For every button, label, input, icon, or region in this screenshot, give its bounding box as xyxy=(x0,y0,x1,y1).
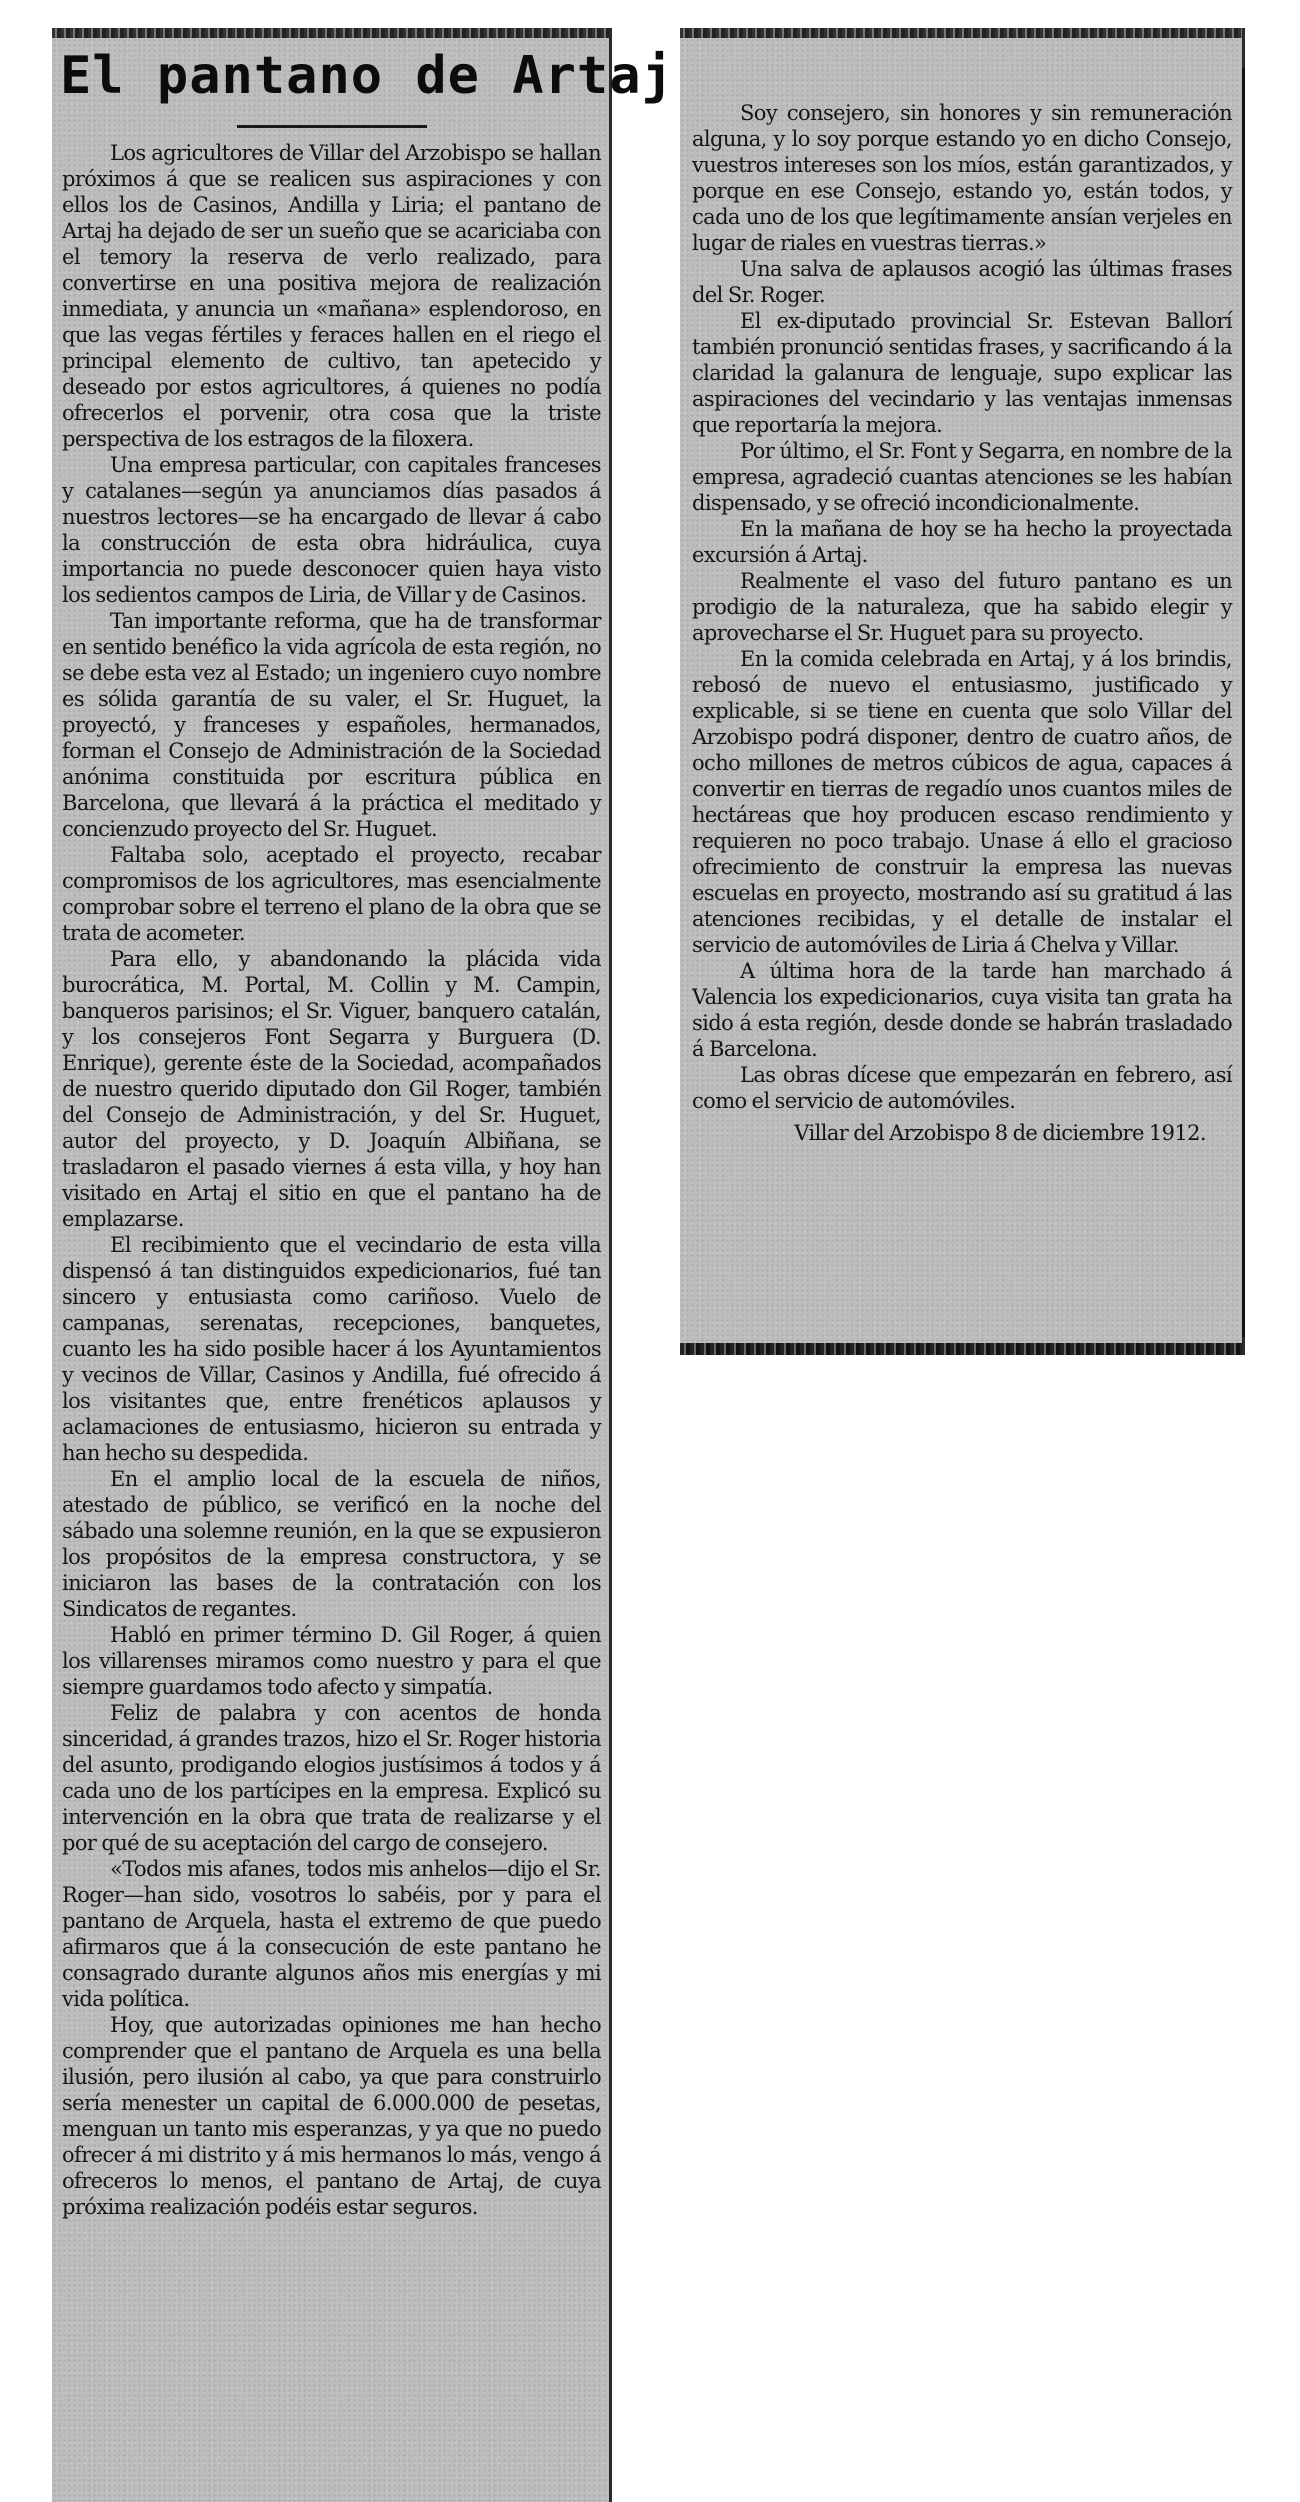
paragraph: Habló en primer término D. Gil Roger, á quien los villarenses miramos como nuestro y para el que siempre guardamos todo afecto y simpatía. xyxy=(62,1623,601,1699)
paragraph: Los agricultores de Villar del Arzobispo se hallan próximos á que se realicen sus aspiraciones y con ellos los de Casinos, Andilla y Liria; el pantano de Artaj ha dejado de ser un sueño que se acariciaba con el temory la reserva de verlo realizado, para convertirse en una positiva mejora de realización inmediata, y anuncia un «mañana» esplendoroso, en que las vegas fértiles y feraces hallen en el riego el principal elemento de cultivo, tan apetecido y deseado por estos agricultores, á quienes no podía ofrecerlos el porvenir, otra cosa que la triste perspectiva de los estragos de la filoxera. xyxy=(62,141,601,451)
paragraph: Las obras dícese que empezarán en febrero, así como el servicio de automóviles. xyxy=(692,1063,1232,1113)
article-column-2 xyxy=(680,28,1245,1355)
paragraph: El recibimiento que el vecindario de esta villa dispensó á tan distinguidos expedicionarios, fué tan sincero y entusiasta como cariñoso. Vuelo de campanas, serenatas, recepciones, banquetes, cuanto les ha sido posible hacer á los Ayuntamientos y vecinos de Villar, Casinos y Andilla, fué ofrecido á los visitantes que, entre frenéticos aplausos y aclamaciones de entusiasmo, hicieron su entrada y han hecho su despedida. xyxy=(62,1233,601,1465)
article-column-1 xyxy=(52,28,674,2502)
paragraph: Una empresa particular, con capitales franceses y catalanes—según ya anunciamos días pasados á nuestros lectores—se ha encargado de llevar á cabo la construcción de esta obra hidráulica, cuya importancia no puede desconocer quien haya visto los sedientos campos de Liria, de Villar y de Casinos. xyxy=(62,453,601,607)
bottom-rule xyxy=(680,1343,1242,1355)
paragraph: Por último, el Sr. Font y Segarra, en nombre de la empresa, agradeció cuantas atenciones se les habían dispensado, y se ofreció incondicionalmente. xyxy=(692,439,1232,515)
column-border xyxy=(1242,68,1245,1337)
paragraph: Tan importante reforma, que ha de transformar en sentido benéfico la vida agrícola de esta región, no se debe esta vez al Estado; un ingeniero cuyo nombre es sólida garantía de su valer, el Sr. Huguet, la proyectó, y franceses y españoles, hermanados, forman el Consejo de Administración de la Sociedad anónima constituida por escritura pública en Barcelona, que llevará á la práctica el meditado y concienzudo proyecto del Sr. Huguet. xyxy=(62,609,601,841)
paragraph: A última hora de la tarde han marchado á Valencia los expedicionarios, cuya visita tan grata ha sido á esta región, desde donde se habrán trasladado á Barcelona. xyxy=(692,959,1232,1061)
dateline-signature: Villar del Arzobispo 8 de diciembre 1912. xyxy=(794,1121,1206,1145)
top-rule xyxy=(52,28,609,38)
paragraph: En el amplio local de la escuela de niños, atestado de público, se verificó en la noche del sábado una solemne reunión, en la que se expusieron los propósitos de la empresa constructora, y se iniciaron las bases de la contratación con los Sindicatos de regantes. xyxy=(62,1467,601,1621)
top-rule xyxy=(680,28,1242,38)
column-2-text xyxy=(692,100,1232,1146)
paragraph: «Todos mis afanes, todos mis anhelos—dijo el Sr. Roger—han sido, vosotros lo sabéis, por y para el pantano de Arquela, hasta el extremo de que puedo afirmaros que á la consecución de este pantano he consagrado durante algunos años mis energías y mi vida política. xyxy=(62,1857,601,2011)
paragraph: Realmente el vaso del futuro pantano es un prodigio de la naturaleza, que ha sabido elegir y aprovecharse el Sr. Huguet para su proyecto. xyxy=(692,569,1232,645)
article-title: El pantano de Artaj xyxy=(60,46,674,106)
paragraph: Hoy, que autorizadas opiniones me han hecho comprender que el pantano de Arquela es una bella ilusión, pero ilusión al cabo, ya que para construirlo sería menester un capital de 6.000.000 de pesetas, menguan un tanto mis esperanzas, y ya que no puedo ofrecer á mi distrito y á mis hermanos lo más, vengo á ofreceros lo menos, el pantano de Artaj, de cuya próxima realización podéis estar seguros. xyxy=(62,2013,601,2219)
paragraph: Feliz de palabra y con acentos de honda sinceridad, á grandes trazos, hizo el Sr. Roger historia del asunto, prodigando elogios justísimos á todos y á cada uno de los partícipes en la empresa. Explicó su intervención en la obra que trata de realizarse y el por qué de su aceptación del cargo de consejero. xyxy=(62,1701,601,1855)
column-1-text xyxy=(62,140,601,2220)
paragraph: Faltaba solo, aceptado el proyecto, recabar compromisos de los agricultores, mas esencialmente comprobar sobre el terreno el plano de la obra que se trata de acometer. xyxy=(62,843,601,945)
paragraph: Para ello, y abandonando la plácida vida burocrática, M. Portal, M. Collin y M. Campin, banqueros parisinos; el Sr. Viguer, banquero catalán, y los consejeros Font Segarra y Burguera (D. Enrique), gerente éste de la Sociedad, acompañados de nuestro querido diputado don Gil Roger, también del Consejo de Administración, y del Sr. Huguet, autor del proyecto, y D. Joaquín Albiñana, se trasladaron el pasado viernes á esta villa, y hoy han visitado en Artaj el sitio en que el pantano ha de emplazarse. xyxy=(62,947,601,1231)
paragraph: En la mañana de hoy se ha hecho la proyectada excursión á Artaj. xyxy=(692,517,1232,567)
paragraph: El ex-diputado provincial Sr. Estevan Ballorí también pronunció sentidas frases, y sacrificando á la claridad la galanura de lenguaje, supo explicar las aspiraciones del vecindario y las ventajas inmensas que reportaría la mejora. xyxy=(692,309,1232,437)
paragraph: En la comida celebrada en Artaj, y á los brindis, rebosó de nuevo el entusiasmo, justificado y explicable, si se tiene en cuenta que solo Villar del Arzobispo podrá disponer, dentro de cuatro años, de ocho millones de metros cúbicos de agua, capaces á convertir en tierras de regadío unos cuantos miles de hectáreas que hoy producen escaso rendimiento y requieren no poco trabajo. Unase á ello el gracioso ofrecimiento de construir la empresa las nuevas escuelas en proyecto, mostrando así su gratitud á las atenciones recibidas, y el detalle de instalar el servicio de automóviles de Liria á Chelva y Villar. xyxy=(692,647,1232,957)
paragraph: Soy consejero, sin honores y sin remuneración alguna, y lo soy porque estando yo en dicho Consejo, vuestros intereses son los míos, están garantizados, y porque en ese Consejo, estando yo, están todos, y cada uno de los que legítimamente ansían verjeles en lugar de riales en vuestras tierras.» xyxy=(692,101,1232,255)
title-underline xyxy=(237,125,427,128)
paragraph: Una salva de aplausos acogió las últimas frases del Sr. Roger. xyxy=(692,257,1232,307)
